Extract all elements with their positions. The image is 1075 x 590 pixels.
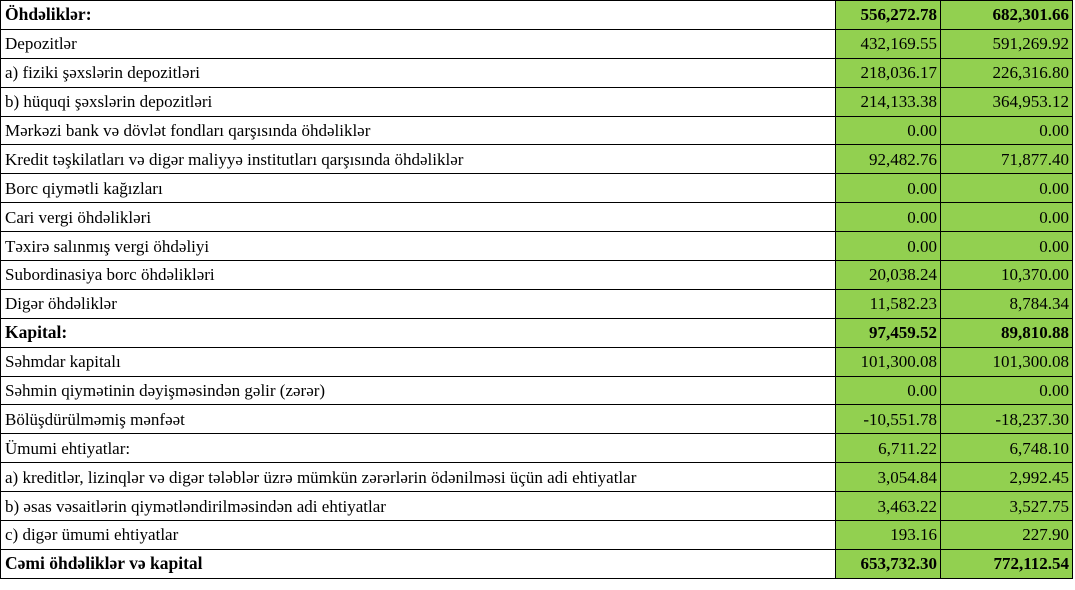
value-cell-col1[interactable]: 11,582.23 (836, 289, 941, 318)
value-cell-col2[interactable]: 591,269.92 (941, 29, 1073, 58)
row-label[interactable]: Öhdəliklər: (1, 1, 836, 30)
value-cell-col2[interactable]: 0.00 (941, 376, 1073, 405)
table-row (1, 289, 1073, 318)
row-label[interactable]: Təxirə salınmış vergi öhdəliyi (1, 232, 836, 261)
table-row (1, 174, 1073, 203)
row-label[interactable]: Mərkəzi bank və dövlət fondları qarşısında öhdəliklər (1, 116, 836, 145)
table-row (1, 203, 1073, 232)
table-row (1, 29, 1073, 58)
row-label[interactable]: Kapital: (1, 318, 836, 347)
value-cell-col1[interactable]: 0.00 (836, 232, 941, 261)
value-cell-col1[interactable]: 0.00 (836, 116, 941, 145)
value-cell-col2[interactable]: 10,370.00 (941, 261, 1073, 290)
value-cell-col1[interactable]: 214,133.38 (836, 87, 941, 116)
row-label[interactable]: Borc qiymətli kağızları (1, 174, 836, 203)
table-row (1, 318, 1073, 347)
row-label[interactable]: Cari vergi öhdəlikləri (1, 203, 836, 232)
value-cell-col1[interactable]: 20,038.24 (836, 261, 941, 290)
value-cell-col1[interactable]: 432,169.55 (836, 29, 941, 58)
value-cell-col2[interactable]: 0.00 (941, 232, 1073, 261)
table-row (1, 87, 1073, 116)
value-cell-col1[interactable]: 193.16 (836, 521, 941, 550)
value-cell-col2[interactable]: 2,992.45 (941, 463, 1073, 492)
row-label[interactable]: Ümumi ehtiyatlar: (1, 434, 836, 463)
value-cell-col2[interactable]: 0.00 (941, 116, 1073, 145)
row-label[interactable]: c) digər ümumi ehtiyatlar (1, 521, 836, 550)
row-label[interactable]: b) hüquqi şəxslərin depozitləri (1, 87, 836, 116)
row-label[interactable]: Səhmdar kapitalı (1, 347, 836, 376)
value-cell-col1[interactable]: 97,459.52 (836, 318, 941, 347)
table-row (1, 261, 1073, 290)
value-cell-col2[interactable]: 227.90 (941, 521, 1073, 550)
value-cell-col2[interactable]: 0.00 (941, 174, 1073, 203)
value-cell-col2[interactable]: 682,301.66 (941, 1, 1073, 30)
value-cell-col2[interactable]: 226,316.80 (941, 58, 1073, 87)
value-cell-col1[interactable]: 3,463.22 (836, 492, 941, 521)
value-cell-col2[interactable]: 772,112.54 (941, 549, 1073, 578)
row-label[interactable]: Digər öhdəliklər (1, 289, 836, 318)
row-label[interactable]: Cəmi öhdəliklər və kapital (1, 549, 836, 578)
value-cell-col2[interactable]: 364,953.12 (941, 87, 1073, 116)
table-row (1, 145, 1073, 174)
table-row (1, 376, 1073, 405)
row-label[interactable]: Kredit təşkilatları və digər maliyyə institutları qarşısında öhdəliklər (1, 145, 836, 174)
row-label[interactable]: a) kreditlər, lizinqlər və digər tələblər üzrə mümkün zərərlərin ödənilməsi üçün adi ehtiyatlar (1, 463, 836, 492)
table-row (1, 434, 1073, 463)
row-label[interactable]: Subordinasiya borc öhdəlikləri (1, 261, 836, 290)
value-cell-col2[interactable]: 3,527.75 (941, 492, 1073, 521)
table-row (1, 232, 1073, 261)
row-label[interactable]: b) əsas vəsaitlərin qiymətləndirilməsindən adi ehtiyatlar (1, 492, 836, 521)
row-label[interactable]: Bölüşdürülməmiş mənfəət (1, 405, 836, 434)
row-label[interactable]: Səhmin qiymətinin dəyişməsindən gəlir (zərər) (1, 376, 836, 405)
value-cell-col2[interactable]: 8,784.34 (941, 289, 1073, 318)
table-row (1, 1, 1073, 30)
value-cell-col1[interactable]: 556,272.78 (836, 1, 941, 30)
value-cell-col1[interactable]: -10,551.78 (836, 405, 941, 434)
value-cell-col2[interactable]: 6,748.10 (941, 434, 1073, 463)
value-cell-col2[interactable]: 0.00 (941, 203, 1073, 232)
value-cell-col1[interactable]: 0.00 (836, 203, 941, 232)
table-row (1, 521, 1073, 550)
value-cell-col1[interactable]: 653,732.30 (836, 549, 941, 578)
value-cell-col2[interactable]: 71,877.40 (941, 145, 1073, 174)
table-row (1, 347, 1073, 376)
row-label[interactable]: a) fiziki şəxslərin depozitləri (1, 58, 836, 87)
value-cell-col1[interactable]: 218,036.17 (836, 58, 941, 87)
value-cell-col1[interactable]: 0.00 (836, 174, 941, 203)
value-cell-col1[interactable]: 6,711.22 (836, 434, 941, 463)
value-cell-col1[interactable]: 0.00 (836, 376, 941, 405)
table-row (1, 116, 1073, 145)
table-row (1, 492, 1073, 521)
value-cell-col2[interactable]: 89,810.88 (941, 318, 1073, 347)
table-row (1, 463, 1073, 492)
value-cell-col1[interactable]: 3,054.84 (836, 463, 941, 492)
table-body (1, 1, 1073, 579)
value-cell-col2[interactable]: 101,300.08 (941, 347, 1073, 376)
table-row (1, 405, 1073, 434)
value-cell-col1[interactable]: 101,300.08 (836, 347, 941, 376)
value-cell-col1[interactable]: 92,482.76 (836, 145, 941, 174)
table-row (1, 549, 1073, 578)
table-row (1, 58, 1073, 87)
row-label[interactable]: Depozitlər (1, 29, 836, 58)
value-cell-col2[interactable]: -18,237.30 (941, 405, 1073, 434)
